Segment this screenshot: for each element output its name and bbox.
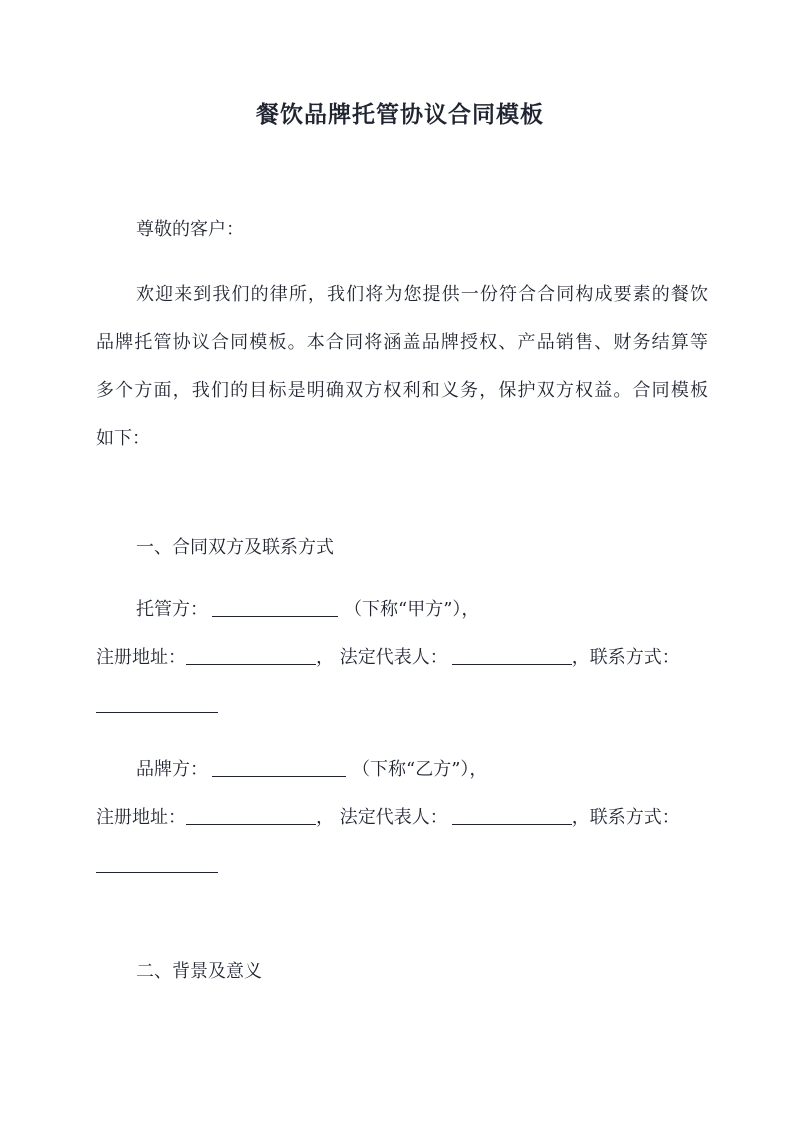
party-b-contact-label: ，联系方式： <box>571 807 680 828</box>
party-b-address-blank <box>186 806 316 825</box>
party-b-details-line <box>96 806 708 830</box>
party-b-rep-label: ， 法定代表人： <box>316 807 448 828</box>
party-b-line <box>136 758 708 782</box>
intro-line-2: 品牌托管协议合同模板。本合同将涵盖品牌授权、产品销售、财务结算等 <box>96 332 708 353</box>
party-a-details-line <box>96 646 708 670</box>
party-b-name-blank <box>212 758 346 777</box>
document-title: 餐饮品牌托管协议合同模板 <box>256 101 544 128</box>
party-b-label: 品牌方： <box>136 759 208 780</box>
party-b-contact-line <box>96 854 708 878</box>
party-a-address-label: 注册地址： <box>96 647 186 668</box>
greeting: 尊敬的客户： <box>136 219 244 240</box>
party-a-address-blank <box>186 646 316 665</box>
section-2-heading: 二、背景及意义 <box>136 961 262 982</box>
party-b-suffix: （下称“乙方”）， <box>352 759 488 780</box>
party-a-name-blank <box>212 598 338 617</box>
party-b-rep-blank <box>452 806 572 825</box>
party-b-contact-blank <box>96 854 218 873</box>
party-a-suffix: （下称“甲方”）， <box>344 599 480 620</box>
section-1-heading: 一、合同双方及联系方式 <box>136 537 334 558</box>
intro-line-3: 多个方面，我们的目标是明确双方权利和义务，保护双方权益。合同模板 <box>96 380 708 401</box>
intro-line-4: 如下： <box>96 428 150 449</box>
party-a-rep-blank <box>452 646 572 665</box>
party-b-address-label: 注册地址： <box>96 807 186 828</box>
party-a-contact-blank <box>96 694 218 713</box>
party-a-contact-label: ，联系方式： <box>571 647 680 668</box>
party-a-line <box>136 598 708 622</box>
party-a-label: 托管方： <box>136 599 208 620</box>
intro-line-1: 欢迎来到我们的律所，我们将为您提供一份符合合同构成要素的餐饮 <box>136 284 708 305</box>
party-a-contact-line <box>96 694 708 718</box>
party-a-rep-label: ， 法定代表人： <box>316 647 448 668</box>
